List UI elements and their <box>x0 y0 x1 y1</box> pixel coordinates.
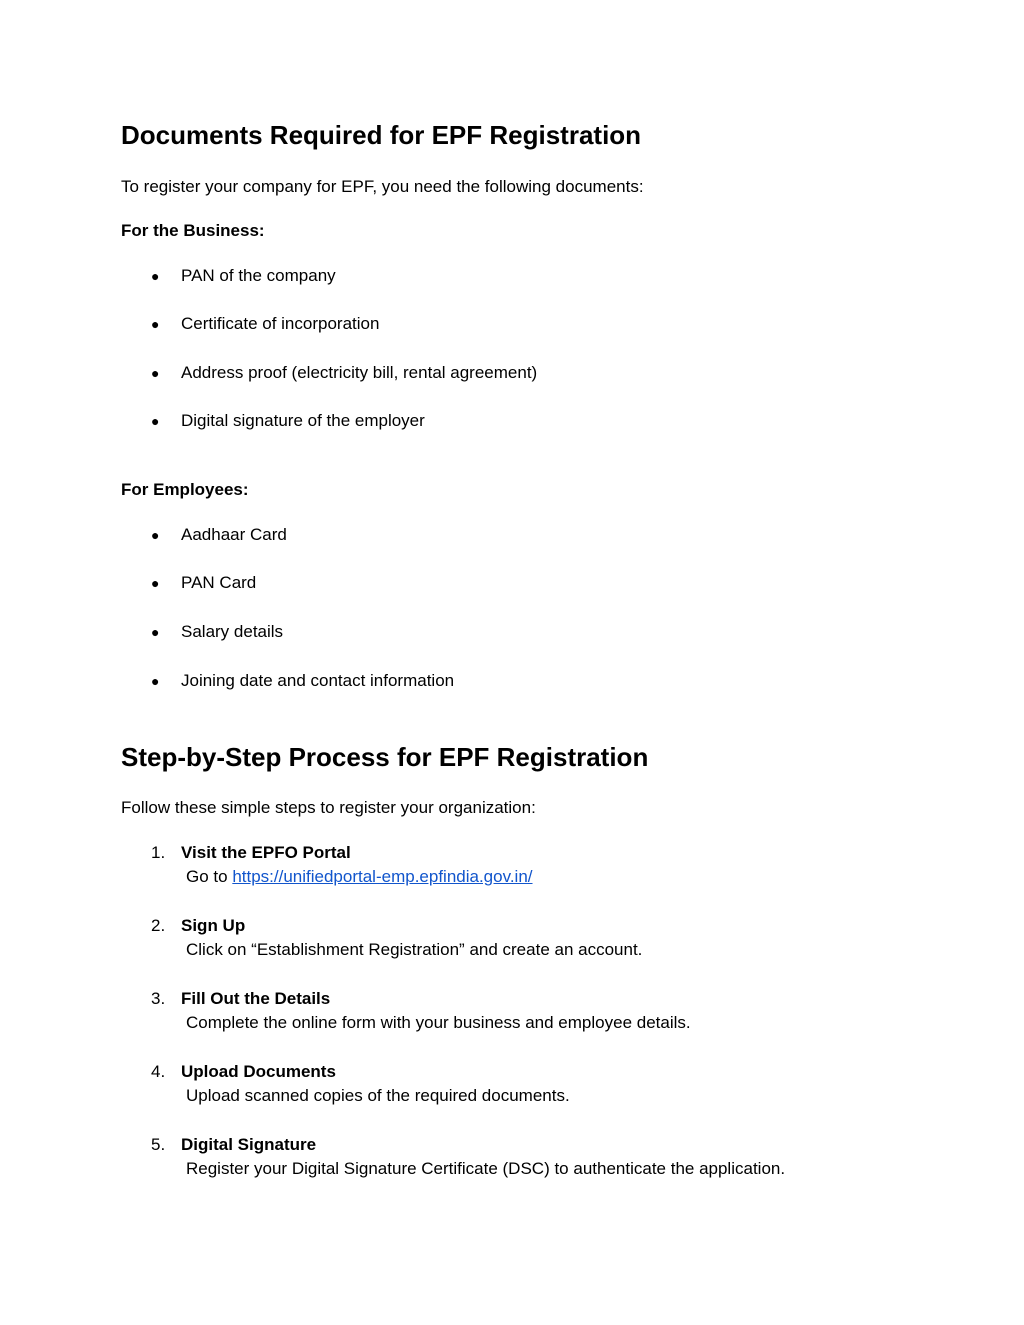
bullet-icon: ● <box>151 624 160 640</box>
list-item-text: Joining date and contact information <box>181 671 455 690</box>
bullet-icon: ● <box>151 673 160 689</box>
list-item-text: Digital signature of the employer <box>181 411 425 430</box>
step-description: Click on “Establishment Registration” and create an account. <box>186 940 643 959</box>
list-item-text: Address proof (electricity bill, rental agreement) <box>181 363 538 382</box>
process-intro: Follow these simple steps to register your organization: <box>121 798 536 817</box>
bullet-icon: ● <box>151 268 160 284</box>
step-title: Visit the EPFO Portal <box>181 843 351 862</box>
list-item-text: PAN of the company <box>181 266 336 285</box>
section-heading-documents: Documents Required for EPF Registration <box>121 120 642 150</box>
step-number: 4. <box>151 1062 166 1081</box>
list-item-text: Certificate of incorporation <box>181 314 380 333</box>
step-title: Sign Up <box>181 916 246 935</box>
step-title: Fill Out the Details <box>181 989 331 1008</box>
section-heading-process: Step-by-Step Process for EPF Registration <box>121 742 649 772</box>
step-number: 5. <box>151 1135 166 1154</box>
step-number: 2. <box>151 916 166 935</box>
step-number: 3. <box>151 989 166 1008</box>
bullet-icon: ● <box>151 316 160 332</box>
bullet-icon: ● <box>151 527 160 543</box>
step-description: Upload scanned copies of the required documents. <box>186 1086 570 1105</box>
documents-intro: To register your company for EPF, you need the following documents: <box>121 177 644 196</box>
step-description-prefix: Go to <box>186 867 233 886</box>
bullet-icon: ● <box>151 413 160 429</box>
business-subheading: For the Business: <box>121 221 265 240</box>
step-description <box>186 866 533 888</box>
epfo-portal-link[interactable]: https://unifiedportal-emp.epfindia.gov.in/ <box>232 867 533 886</box>
bullet-icon: ● <box>151 365 160 381</box>
list-item-text: Salary details <box>181 622 284 641</box>
step-title: Digital Signature <box>181 1135 317 1154</box>
step-description: Register your Digital Signature Certificate (DSC) to authenticate the application. <box>186 1159 786 1178</box>
bullet-icon: ● <box>151 575 160 591</box>
list-item-text: PAN Card <box>181 573 257 592</box>
step-number: 1. <box>151 843 166 862</box>
step-description: Complete the online form with your business and employee details. <box>186 1013 691 1032</box>
employees-subheading: For Employees: <box>121 480 249 499</box>
list-item-text: Aadhaar Card <box>181 525 287 544</box>
step-title: Upload Documents <box>181 1062 336 1081</box>
